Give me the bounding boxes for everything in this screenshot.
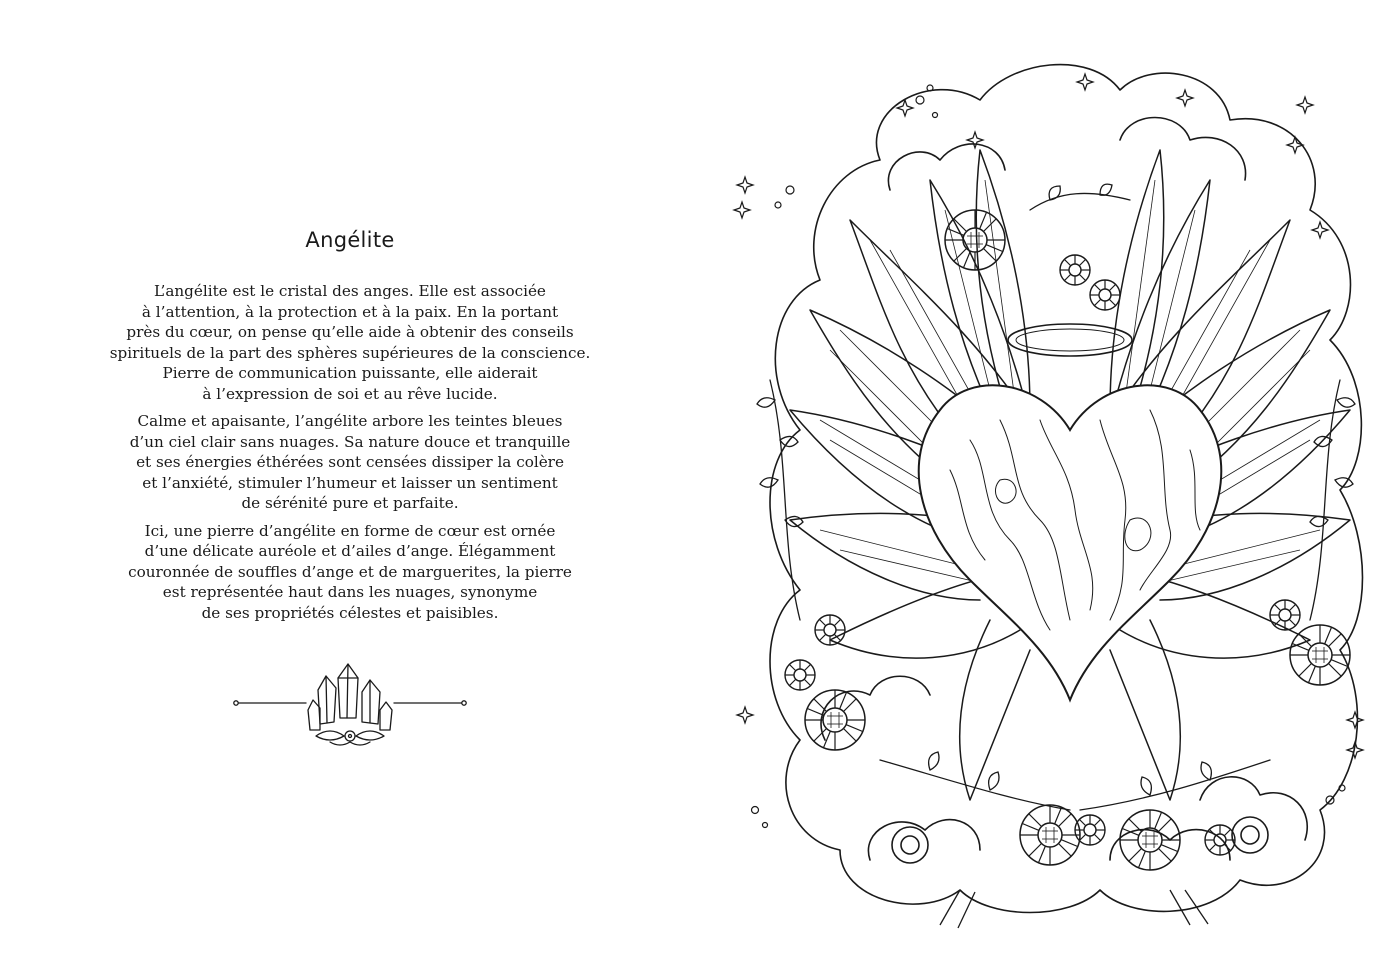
text-line: de ses propriétés célestes et paisibles.	[201, 603, 499, 622]
winged-heart-coloring-illustration	[730, 40, 1370, 930]
text-line: à l’attention, à la protection et à la paix. En la portant	[141, 302, 559, 321]
text-line: est représentée haut dans les nuages, synonyme	[162, 583, 538, 601]
body-text	[100, 281, 600, 630]
text-line: L’angélite est le cristal des anges. Elle est associée	[154, 282, 546, 300]
text-line: et ses énergies éthérées sont censées dissiper la colère	[136, 453, 564, 471]
text-line: Ici, une pierre d’angélite en forme de cœur est ornée	[144, 521, 556, 540]
text-line: à l’expression de soi et au rêve lucide.	[202, 384, 498, 403]
text-line: Pierre de communication puissante, elle aiderait	[162, 364, 538, 382]
crystal-cluster-icon	[230, 656, 470, 750]
paragraph-3	[100, 521, 600, 624]
right-page	[700, 0, 1400, 977]
text-line: de sérénité pure et parfaite.	[241, 494, 459, 512]
text-line: d’un ciel clair sans nuages. Sa nature douce et tranquille	[129, 432, 571, 451]
text-line: près du cœur, on pense qu’elle aide à obtenir des conseils	[126, 323, 574, 341]
paragraph-2	[100, 411, 600, 514]
text-line: spirituels de la part des sphères supérieures de la conscience.	[109, 343, 591, 362]
text-line: couronnée de souffles d’ange et de marguerites, la pierre	[128, 562, 572, 581]
text-line: et l’anxiété, stimuler l’humeur et laisser un sentiment	[142, 473, 558, 492]
text-line: Calme et apaisante, l’angélite arbore les teintes bleues	[137, 412, 563, 430]
page-title: Angélite	[305, 228, 395, 252]
text-line: d’une délicate auréole et d’ailes d’ange. Élégamment	[144, 542, 556, 560]
paragraph-1	[100, 281, 600, 404]
